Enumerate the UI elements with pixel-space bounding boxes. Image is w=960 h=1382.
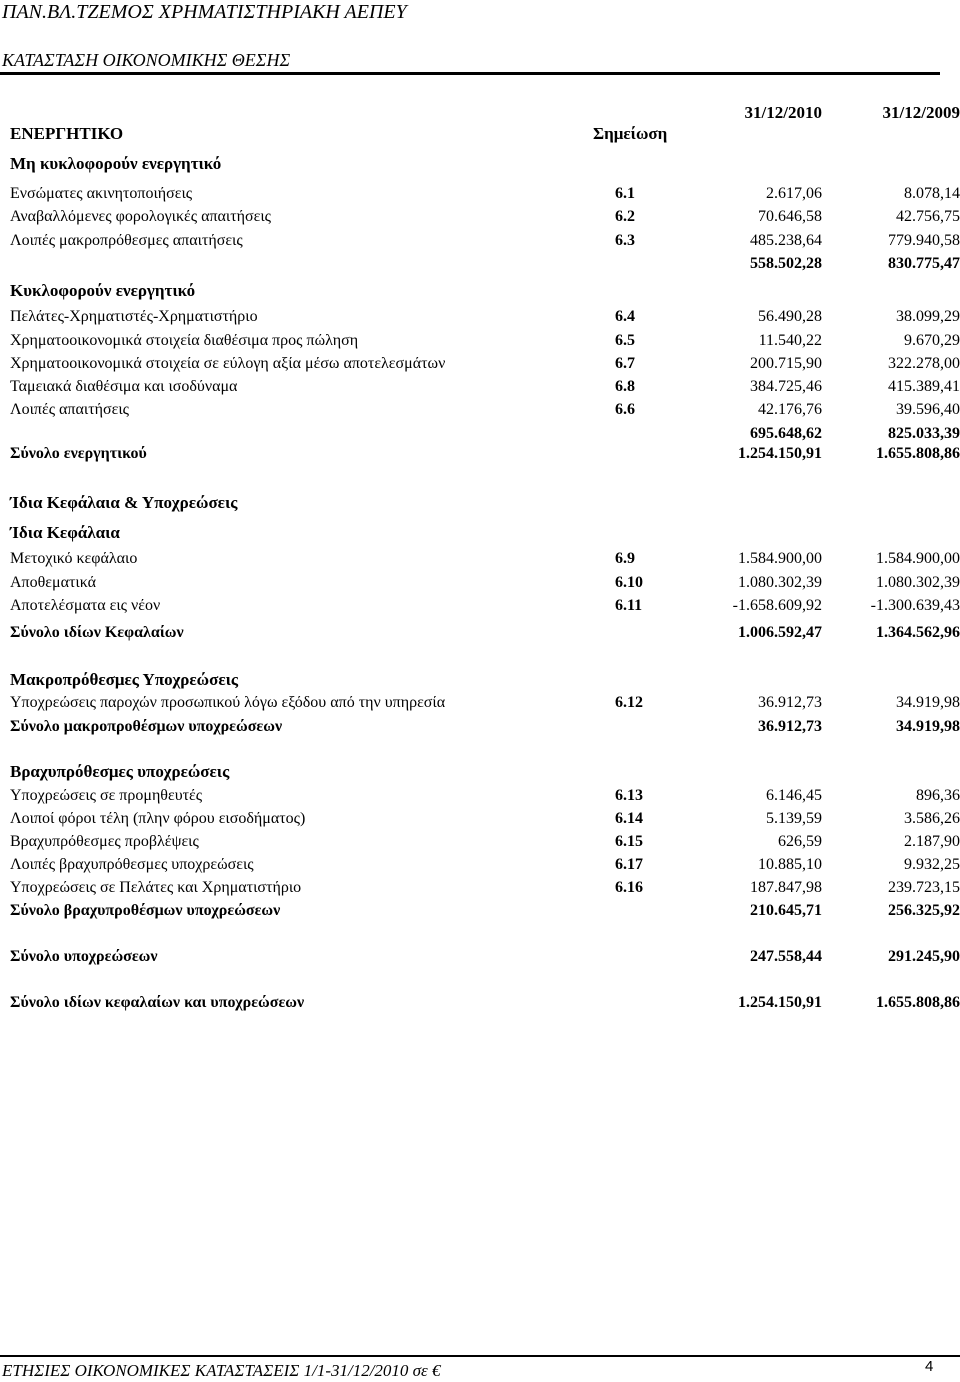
row-note: 6.10 [615,574,643,591]
row-value-2010: 1.080.302,39 [738,574,822,591]
equity-total-row [0,622,960,644]
current-assets-title: Κυκλοφορούν ενεργητικό [10,281,196,300]
page-number: 4 [925,1358,934,1375]
row-value-2010: 187.847,98 [750,879,822,896]
grand-total-2009: 1.655.808,86 [876,994,960,1011]
row-value-2010: 2.617,06 [766,185,822,202]
row-label: Λοιπές απαιτήσεις [10,401,129,418]
row-value-2009: 2.187,90 [904,833,960,850]
row-label: Αποτελέσματα εις νέον [10,597,161,614]
row-value-2009: 9.670,29 [904,332,960,349]
row-label: Σύνολο ιδίων Κεφαλαίων [10,624,184,641]
row-label: Υποχρεώσεις σε προμηθευτές [10,787,203,804]
row-value-2010: 36.912,73 [758,694,822,711]
subtotal-row [0,253,960,275]
table-row [0,330,960,352]
row-note: 6.7 [615,355,635,372]
row-label: Ενσώματες ακινητοποιήσεις [10,185,193,202]
row-note: 6.12 [615,694,643,711]
row-label: Λοιπές μακροπρόθεσμες απαιτήσεις [10,232,243,249]
row-label: Χρηματοοικονομικά στοιχεία διαθέσιμα προς πώληση [10,332,359,349]
footer-rule [0,1355,960,1357]
row-value-2010: 56.490,28 [758,308,822,325]
current-total-2010: 695.648,62 [750,425,822,442]
row-value-2010: 626,59 [778,833,822,850]
row-value-2009: 3.586,26 [904,810,960,827]
row-value-2010: 10.885,10 [758,856,822,873]
row-note: 6.17 [615,856,643,873]
longterm-total-row [0,716,960,738]
total-assets-2009: 1.655.808,86 [876,445,960,462]
longterm-total-2009: 34.919,98 [896,718,960,735]
table-row [0,183,960,205]
column-note: Σημείωση [593,124,668,143]
row-label: Βραχυπρόθεσμες προβλέψεις [10,833,199,850]
row-label: Μετοχικό κεφάλαιο [10,550,138,567]
table-row [0,877,960,899]
row-label: Λοιποί φόροι τέλη (πλην φόρου εισοδήματος) [10,810,306,827]
row-value-2009: 896,36 [916,787,960,804]
grand-total-2010: 1.254.150,91 [738,994,822,1011]
noncurrent-total-2009: 830.775,47 [888,255,960,272]
row-label: Σύνολο ιδίων κεφαλαίων και υποχρεώσεων [10,994,305,1011]
row-value-2009: 42.756,75 [896,208,960,225]
row-label: Ταμειακά διαθέσιμα και ισοδύναμα [10,378,238,395]
table-row [0,854,960,876]
column-date-2010: 31/12/2010 [744,103,822,122]
shortterm-total-2009: 256.325,92 [888,902,960,919]
equity-title: Ίδια Κεφάλαια [10,523,120,542]
equity-total-2010: 1.006.592,47 [738,624,822,641]
row-note: 6.5 [615,332,635,349]
row-value-2010: 5.139,59 [766,810,822,827]
shortterm-total-2010: 210.645,71 [750,902,822,919]
row-value-2009: 322.278,00 [888,355,960,372]
row-label: Αναβαλλόμενες φορολογικές απαιτήσεις [10,208,272,225]
liabilities-total-2010: 247.558,44 [750,948,822,965]
header-rule [0,72,940,75]
assets-title: ΕΝΕΡΓΗΤΙΚΟ [10,124,124,143]
table-row [0,353,960,375]
noncurrent-total-2010: 558.502,28 [750,255,822,272]
row-value-2010: 42.176,76 [758,401,822,418]
table-row [0,595,960,617]
row-label: Υποχρεώσεις σε Πελάτες και Χρηματιστήριο [10,879,302,896]
table-row [0,808,960,830]
table-row [0,572,960,594]
row-note: 6.4 [615,308,635,325]
liabilities-total-row [0,946,960,968]
row-value-2009: 239.723,15 [888,879,960,896]
column-date-2009: 31/12/2009 [882,103,960,122]
equity-total-2009: 1.364.562,96 [876,624,960,641]
row-note: 6.15 [615,833,643,850]
table-row [0,376,960,398]
grand-total-row [0,992,960,1014]
row-value-2009: 1.584.900,00 [876,550,960,567]
table-row [0,548,960,570]
statement-title: ΚΑΤΑΣΤΑΣΗ ΟΙΚΟΝΟΜΙΚΗΣ ΘΕΣΗΣ [2,50,291,70]
row-value-2009: 38.099,29 [896,308,960,325]
table-row [0,230,960,252]
current-total-2009: 825.033,39 [888,425,960,442]
row-value-2010: -1.658.609,92 [732,597,822,614]
row-note: 6.14 [615,810,643,827]
row-value-2010: 384.725,46 [750,378,822,395]
total-assets-row [0,443,960,465]
row-value-2009: 9.932,25 [904,856,960,873]
table-row [0,785,960,807]
longterm-total-2010: 36.912,73 [758,718,822,735]
row-value-2010: 11.540,22 [758,332,822,349]
row-note: 6.8 [615,378,635,395]
shortterm-total-row [0,900,960,922]
row-label: Πελάτες-Χρηματιστές-Χρηματιστήριο [10,308,258,325]
row-value-2009: -1.300.639,43 [870,597,960,614]
footer-text: ΕΤΗΣΙΕΣ ΟΙΚΟΝΟΜΙΚΕΣ ΚΑΤΑΣΤΑΣΕΙΣ 1/1-31/12/2010 σε € [2,1361,441,1380]
row-label: Σύνολο υποχρεώσεων [10,948,158,965]
row-value-2009: 8.078,14 [904,185,960,202]
noncurrent-assets-title: Μη κυκλοφορούν ενεργητικό [10,154,222,173]
table-row [0,206,960,228]
longterm-liabilities-title: Μακροπρόθεσμες Υποχρεώσεις [10,670,239,689]
row-value-2009: 1.080.302,39 [876,574,960,591]
row-value-2010: 6.146,45 [766,787,822,804]
row-value-2009: 34.919,98 [896,694,960,711]
row-label: Λοιπές βραχυπρόθεσμες υποχρεώσεις [10,856,254,873]
row-note: 6.16 [615,879,643,896]
row-label: Σύνολο ενεργητικού [10,445,147,462]
total-assets-2010: 1.254.150,91 [738,445,822,462]
row-label: Χρηματοοικονομικά στοιχεία σε εύλογη αξία μέσω αποτελεσμάτων [10,355,446,372]
subtotal-row [0,423,960,445]
liabilities-total-2009: 291.245,90 [888,948,960,965]
shortterm-liabilities-title: Βραχυπρόθεσμες υποχρεώσεις [10,762,230,781]
row-value-2010: 70.646,58 [758,208,822,225]
row-note: 6.1 [615,185,635,202]
row-note: 6.3 [615,232,635,249]
row-value-2010: 485.238,64 [750,232,822,249]
table-row [0,831,960,853]
row-note: 6.2 [615,208,635,225]
table-row [0,692,960,714]
row-label: Σύνολο μακροπροθέσμων υποχρεώσεων [10,718,283,735]
table-row [0,399,960,421]
row-note: 6.9 [615,550,635,567]
table-row [0,306,960,328]
company-name: ΠΑΝ.ΒΛ.ΤΖΕΜΟΣ ΧΡΗΜΑΤΙΣΤΗΡΙΑΚΗ ΑΕΠΕΥ [2,1,407,23]
row-value-2009: 415.389,41 [888,378,960,395]
row-note: 6.6 [615,401,635,418]
row-value-2010: 1.584.900,00 [738,550,822,567]
row-value-2009: 39.596,40 [896,401,960,418]
equity-liabilities-title: Ίδια Κεφάλαια & Υποχρεώσεις [10,493,238,512]
row-note: 6.11 [615,597,643,614]
row-label: Υποχρεώσεις παροχών προσωπικού λόγω εξόδου από την υπηρεσία [10,694,446,711]
row-value-2009: 779.940,58 [888,232,960,249]
row-note: 6.13 [615,787,643,804]
row-label: Σύνολο βραχυπροθέσμων υποχρεώσεων [10,902,281,919]
row-value-2010: 200.715,90 [750,355,822,372]
row-label: Αποθεματικά [10,574,97,591]
